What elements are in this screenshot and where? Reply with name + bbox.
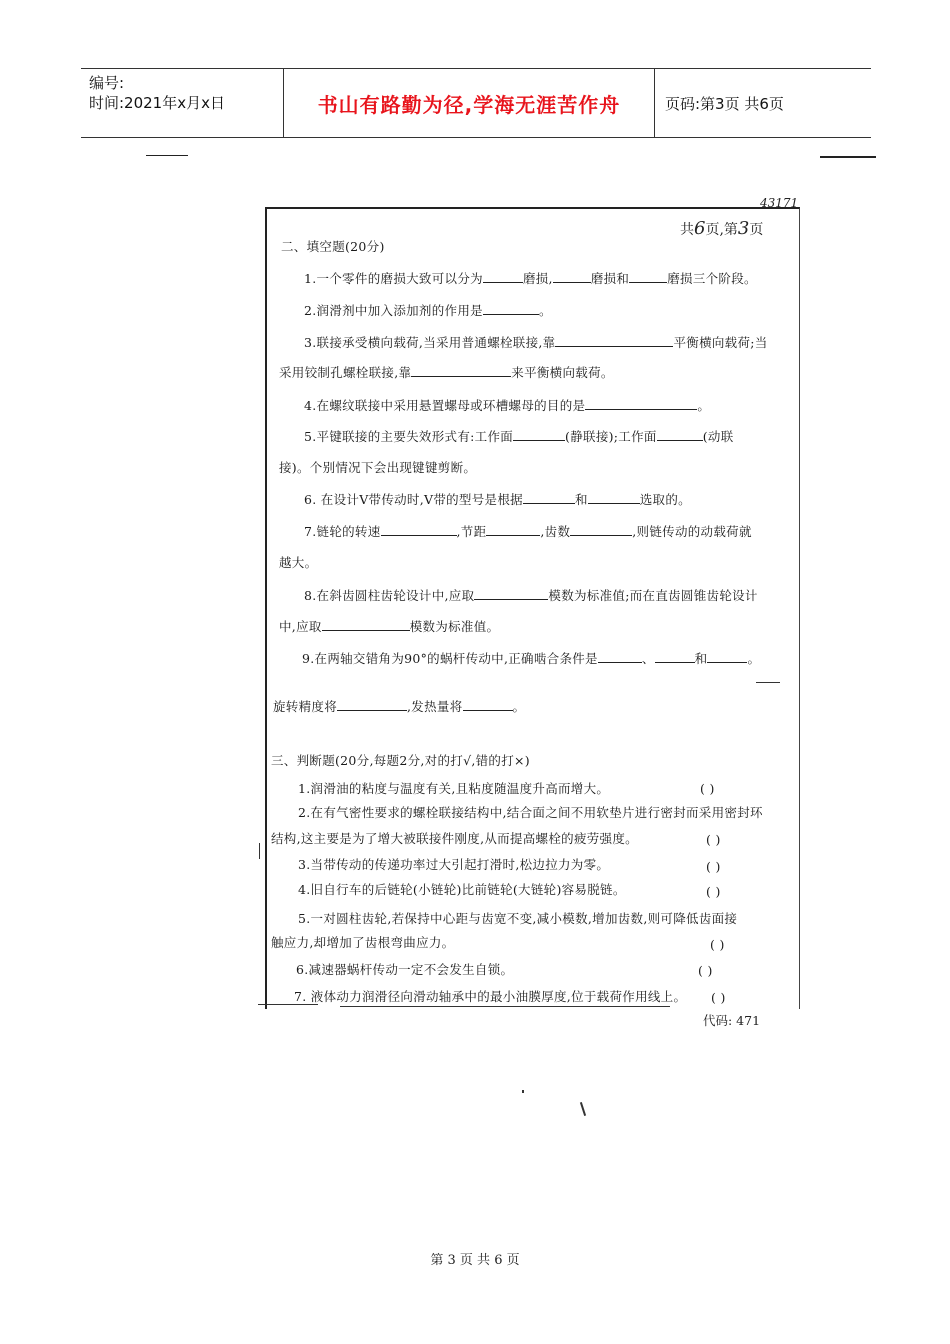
answer-blank xyxy=(474,587,548,600)
answer-blank xyxy=(513,428,565,441)
exam-code-bottom: 代码: 471 xyxy=(703,1013,761,1028)
fill-question-4 xyxy=(304,396,710,414)
page-label: 页码:第3页 共6页 xyxy=(665,94,784,113)
exam-code-top: 43171 xyxy=(760,196,799,210)
scan-rule xyxy=(820,156,876,158)
answer-blank xyxy=(483,270,523,283)
fill-question-7 xyxy=(304,522,752,540)
question-text: 8.在斜齿圆柱齿轮设计中,应取 xyxy=(304,588,475,603)
question-text: 和 xyxy=(574,492,588,507)
time-label: 时间:2021年x月x日 xyxy=(89,94,225,112)
scan-mark xyxy=(756,682,780,683)
fill-question-9 xyxy=(302,649,760,667)
question-text: 模数为标准值。 xyxy=(409,619,500,634)
question-text: 。 xyxy=(538,303,552,318)
scan-mark xyxy=(580,1102,586,1116)
answer-blank xyxy=(411,364,511,377)
judge-question-6: 6.减速器蜗杆传动一定不会发生自锁。 xyxy=(296,962,514,977)
page-count-total: 6 xyxy=(694,218,706,239)
fill-question-7-cont: 越大。 xyxy=(279,555,318,570)
scan-mark xyxy=(522,1090,524,1093)
scan-rule xyxy=(146,155,188,156)
fill-question-9-cont xyxy=(273,697,525,715)
question-text: 9.在两轴交错角为90°的蜗杆传动中,正确啮合条件是 xyxy=(302,651,598,666)
fill-question-2 xyxy=(304,301,552,319)
page-count-current: 3 xyxy=(737,218,750,239)
answer-blank xyxy=(463,698,513,711)
answer-blank xyxy=(707,650,747,663)
question-text: 采用铰制孔螺栓联接,靠 xyxy=(279,365,412,380)
answer-blank xyxy=(483,302,539,315)
fill-question-8 xyxy=(304,586,758,604)
answer-blank xyxy=(657,428,703,441)
page-count-text: 页 xyxy=(749,222,764,238)
answer-blank xyxy=(322,618,410,631)
question-text: 模数为标准值;而在直齿圆锥齿轮设计 xyxy=(548,588,758,603)
fill-question-5-cont: 接)。个别情况下会出现键键剪断。 xyxy=(279,460,477,475)
question-text: 旋转精度将 xyxy=(273,699,338,714)
judge-paren: ( ) xyxy=(706,832,721,847)
question-text: 磨损三个阶段。 xyxy=(667,271,757,286)
answer-blank xyxy=(381,523,457,536)
question-text: 平衡横向载荷;当 xyxy=(673,335,768,350)
question-text: (静联接);工作面 xyxy=(565,429,657,444)
judge-question-2-cont: 结构,这主要是为了增大被联接件刚度,从而提高螺栓的疲劳强度。 xyxy=(271,831,638,846)
question-text: 。 xyxy=(747,651,761,666)
question-text: 3.联接承受横向载荷,当采用普通螺栓联接,靠 xyxy=(304,335,556,350)
judge-question-4: 4.旧自行车的后链轮(小链轮)比前链轮(大链轮)容易脱链。 xyxy=(298,882,626,897)
question-text: 5.平键联接的主要失效形式有:工作面 xyxy=(304,429,514,444)
judge-paren: ( ) xyxy=(706,884,721,899)
judge-question-7: 7. 液体动力润滑径向滑动轴承中的最小油膜厚度,位于载荷作用线上。 xyxy=(294,989,687,1004)
document-header xyxy=(81,68,871,138)
scan-mark xyxy=(258,1004,318,1005)
judge-paren: ( ) xyxy=(698,963,713,978)
answer-blank xyxy=(486,523,540,536)
question-text: 7.链轮的转速 xyxy=(304,524,381,539)
answer-blank xyxy=(570,523,632,536)
answer-blank xyxy=(598,650,642,663)
question-text: 6. 在设计V带传动时,V带的型号是根据 xyxy=(304,492,523,507)
fill-question-3 xyxy=(304,333,768,351)
motto: 书山有路勤为径,学海无涯苦作舟 xyxy=(317,92,621,117)
question-text: 4.在螺纹联接中采用悬置螺母或环槽螺母的目的是 xyxy=(304,398,586,413)
fill-question-1 xyxy=(304,269,757,287)
question-text: 。 xyxy=(512,699,526,714)
fill-question-8-cont xyxy=(279,617,499,635)
answer-blank xyxy=(555,334,673,347)
page-footer: 第 3 页 共 6 页 xyxy=(430,1253,520,1268)
question-text: 。 xyxy=(697,398,711,413)
question-text: (动联 xyxy=(702,429,734,444)
question-text: ,齿数 xyxy=(540,524,571,539)
scan-mark xyxy=(259,843,260,859)
judge-question-1: 1.润滑油的粘度与温度有关,且粘度随温度升高而增大。 xyxy=(298,781,610,796)
question-text: 选取的。 xyxy=(639,492,691,507)
judge-paren: ( ) xyxy=(710,937,725,952)
judge-question-5: 5.一对圆柱齿轮,若保持中心距与齿宽不变,减小模数,增加齿数,则可降低齿面接 xyxy=(298,911,738,926)
question-text: 来平衡横向载荷。 xyxy=(511,365,614,380)
answer-blank xyxy=(523,491,575,504)
number-label: 编号: xyxy=(89,74,125,92)
question-text: 磨损, xyxy=(522,271,553,286)
question-text: 、 xyxy=(641,651,655,666)
header-page-cell xyxy=(655,69,871,137)
question-text: ,发热量将 xyxy=(407,699,463,714)
judge-question-5-cont: 触应力,却增加了齿根弯曲应力。 xyxy=(271,935,455,950)
answer-blank xyxy=(553,270,591,283)
answer-blank xyxy=(337,698,407,711)
header-motto-cell xyxy=(283,69,655,137)
header-meta xyxy=(81,69,283,137)
judge-question-3: 3.当带传动的传递功率过大引起打滑时,松边拉力为零。 xyxy=(298,857,610,872)
answer-blank xyxy=(655,650,695,663)
page-count-text: 页,第 xyxy=(705,222,738,238)
fill-question-5 xyxy=(304,427,734,445)
question-text: 2.润滑剂中加入添加剂的作用是 xyxy=(304,303,483,318)
answer-blank xyxy=(585,397,697,410)
question-text: 1.一个零件的磨损大致可以分为 xyxy=(304,271,483,286)
scan-mark xyxy=(340,1006,670,1007)
judge-paren: ( ) xyxy=(711,990,726,1005)
question-text: ,节距 xyxy=(456,524,487,539)
question-text: ,则链传动的动载荷就 xyxy=(632,524,752,539)
question-text: 和 xyxy=(694,651,708,666)
section-2-title: 二、填空题(20分) xyxy=(281,239,385,254)
fill-question-6 xyxy=(304,490,691,508)
question-text: 磨损和 xyxy=(590,271,630,286)
page-count-text: 共 xyxy=(680,222,694,238)
section-3-title: 三、判断题(20分,每题2分,对的打√,错的打×) xyxy=(271,753,530,768)
fill-question-3-cont xyxy=(279,363,614,381)
question-text: 中,应取 xyxy=(279,619,322,634)
judge-paren: ( ) xyxy=(706,859,721,874)
answer-blank xyxy=(629,270,667,283)
judge-paren: ( ) xyxy=(700,781,715,796)
answer-blank xyxy=(588,491,640,504)
judge-question-2: 2.在有气密性要求的螺栓联接结构中,结合面之间不用软垫片进行密封而采用密封环 xyxy=(298,805,763,820)
